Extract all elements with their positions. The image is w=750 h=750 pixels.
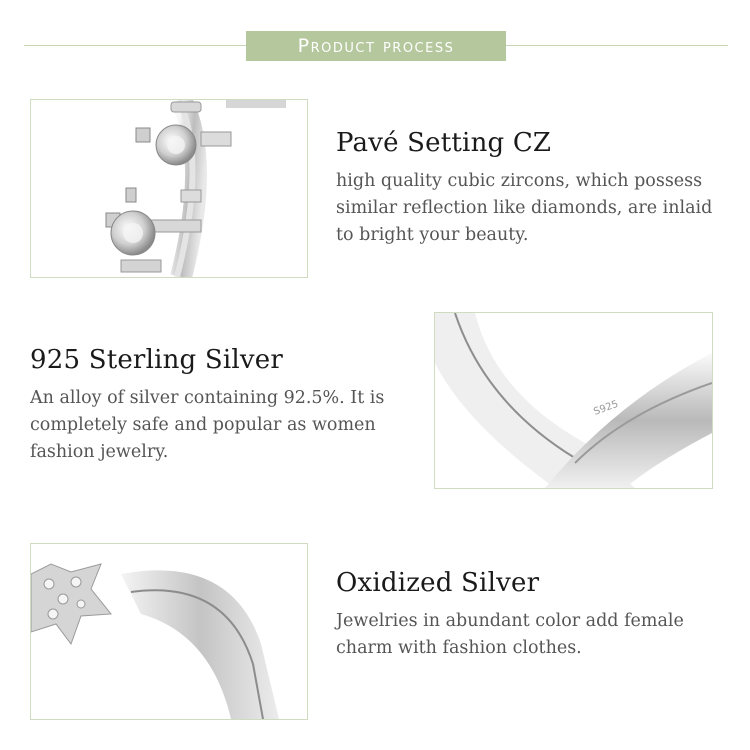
header-divider-left — [24, 45, 246, 46]
feature-oxidized-silver — [336, 568, 726, 662]
section-header — [246, 31, 506, 61]
sterling-silver-image — [434, 312, 713, 489]
feature-description: high quality cubic zircons, which possess similar reflection like diamonds, are inlaid to bright your beauty. — [336, 171, 713, 245]
pave-setting-image — [30, 99, 308, 278]
header-divider-right — [506, 45, 728, 46]
feature-pave-setting — [336, 128, 726, 249]
feature-description: An alloy of silver containing 92.5%. It is completely safe and popular as women fashion jewelry. — [30, 388, 385, 462]
feature-sterling-silver — [30, 345, 410, 466]
oxidized-silver-image — [30, 543, 308, 720]
feature-title: Pavé Setting CZ — [336, 128, 552, 158]
feature-description: Jewelries in abundant color add female charm with fashion clothes. — [336, 611, 684, 658]
svg-text:S925: S925 — [592, 398, 620, 418]
feature-title: Oxidized Silver — [336, 568, 540, 598]
section-title: Product process — [297, 35, 455, 57]
feature-title: 925 Sterling Silver — [30, 345, 283, 375]
